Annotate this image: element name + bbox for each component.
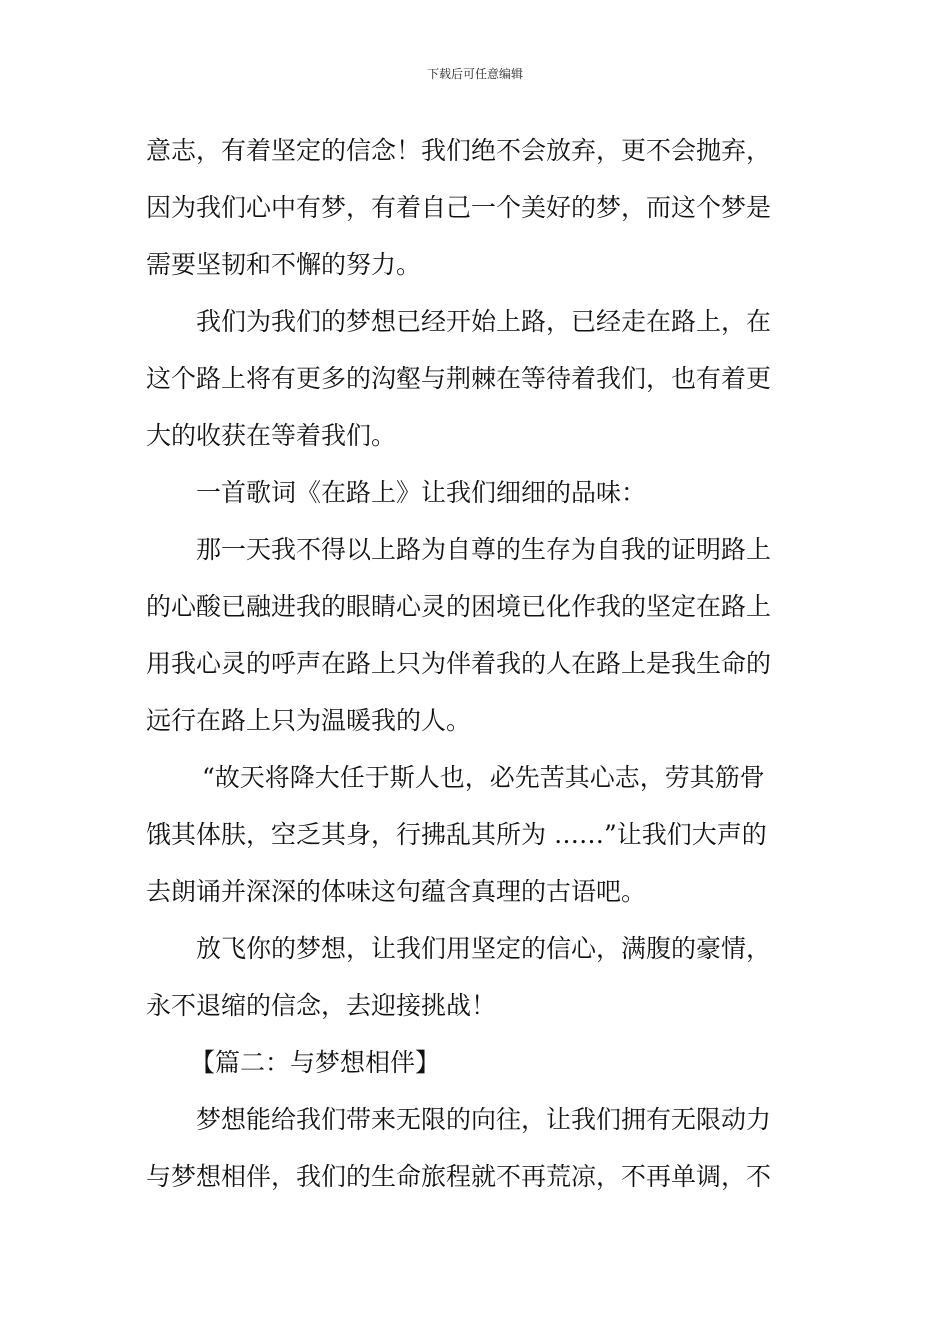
paragraph-line: 需要坚韧和不懈的努力。	[146, 250, 422, 279]
paragraph-line: 与梦想相伴，我们的生命旅程就不再荒凉，不再单调，不	[146, 1162, 772, 1191]
paragraph-line: 我们为我们的梦想已经开始上路，已经走在路上，在	[196, 307, 772, 336]
body-text	[146, 122, 806, 1205]
paragraph-line: 的心酸已融进我的眼睛心灵的困境已化作我的坚定在路上	[146, 592, 772, 621]
paragraph-line: 放飞你的梦想，让我们用坚定的信心，满腹的豪情，	[196, 934, 772, 963]
paragraph-line: 意志，有着坚定的信念！我们绝不会放弃，更不会抛弃，	[146, 136, 772, 165]
paragraph-line: 远行在路上只为温暖我的人。	[146, 706, 472, 735]
paragraph-line: 这个路上将有更多的沟壑与荆棘在等待着我们，也有着更	[146, 364, 772, 393]
paragraph-line: 饿其体肤，空乏其身，行拂乱其所为 ……”让我们大声的	[146, 820, 767, 849]
paragraph-line: “故天将降大任于斯人也，必先苦其心志，劳其筋骨	[202, 763, 765, 792]
paragraph-line: 用我心灵的呼声在路上只为伴着我的人在路上是我生命的	[146, 649, 772, 678]
header-note: 下载后可任意编辑	[426, 67, 523, 81]
paragraph-line: 一首歌词《在路上》让我们细细的品味：	[196, 478, 647, 507]
paragraph-line: 梦想能给我们带来无限的向往，让我们拥有无限动力	[196, 1105, 772, 1134]
section-heading: 【篇二：与梦想相伴】	[190, 1048, 441, 1077]
paragraph-line: 那一天我不得以上路为自尊的生存为自我的证明路上	[196, 535, 772, 564]
paragraph-line: 因为我们心中有梦，有着自己一个美好的梦，而这个梦是	[146, 193, 772, 222]
paragraph-line: 永不退缩的信念，去迎接挑战！	[146, 991, 497, 1020]
paragraph-line: 去朗诵并深深的体味这句蕴含真理的古语吧。	[146, 877, 647, 906]
paragraph-line: 大的收获在等着我们。	[146, 421, 397, 450]
